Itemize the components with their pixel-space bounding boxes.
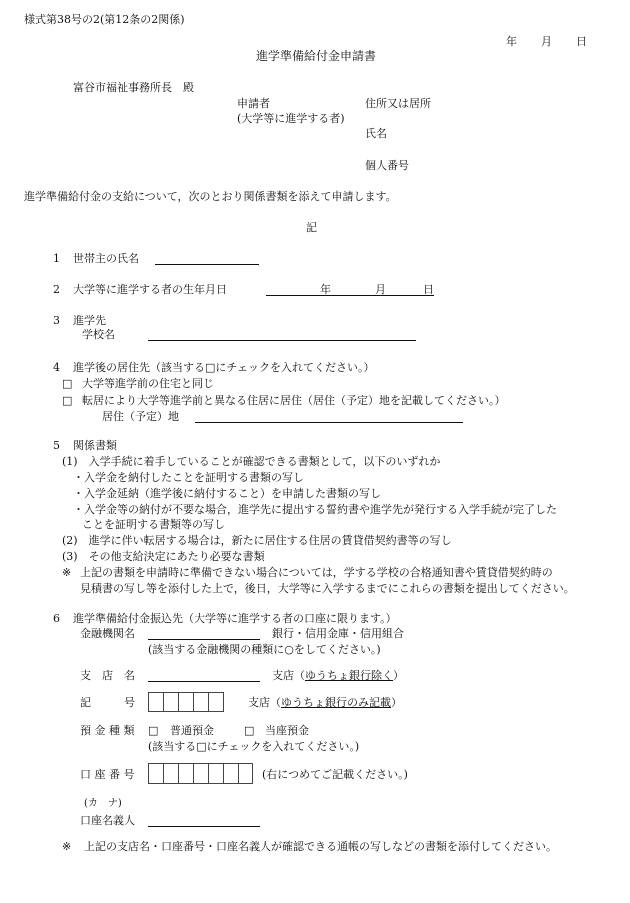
document-item-2: (2) 進学に伴い転居する場合は，新たに居住する住居の賃貸借契約書等の写し [62, 534, 452, 547]
applicant-sub-label: (大学等に進学する者) [237, 112, 345, 125]
section-1-number: 1 [53, 252, 60, 265]
branch-name-label: 支 店 名 [80, 669, 135, 682]
note-line-2: 見積書の写し等を添付した上で，後日，大学等に入学するまでにこれらの書類を提出してください。 [80, 582, 575, 595]
branch-name-field[interactable] [148, 681, 260, 682]
document-bullet-3-line2: ことを証明する書類等の写し [82, 518, 225, 531]
date-month-label: 月 [541, 35, 552, 48]
account-number-label: 口 座 番 号 [80, 768, 135, 781]
date-day-label: 日 [576, 35, 587, 48]
date-year-label: 年 [506, 35, 517, 48]
birthdate-year-label: 年 [320, 283, 331, 296]
bank-name-field[interactable] [148, 639, 260, 640]
section-5-number: 5 [53, 439, 60, 452]
ki-heading: 記 [306, 221, 317, 234]
note-mark: ※ [62, 566, 72, 579]
addressee: 富谷市福祉事務所長 殿 [73, 81, 194, 94]
deposit-type-note: (該当する□にチェックを入れてください。) [148, 740, 360, 753]
section-4-label: 進学後の居住先（該当する□にチェックを入れてください。） [73, 361, 375, 374]
intro-text: 進学準備給付金の支給について，次のとおり関係書類を添えて申請します。 [24, 190, 397, 203]
account-holder-label: 口座名義人 [80, 814, 135, 827]
account-holder-field[interactable] [148, 826, 260, 827]
applicant-id-label: 個人番号 [365, 159, 409, 172]
symbol-note: ゆうちょ銀行のみ記載 [281, 696, 391, 709]
section-5-label: 関係書類 [73, 439, 117, 452]
form-number: 様式第38号の2(第12条の2関係) [24, 13, 185, 26]
document-bullet-1: ・入学金を納付したことを証明する書類の写し [73, 471, 304, 484]
document-item-1: (1) 入学手続に着手していることが確認できる書類として，以下のいずれか [62, 455, 441, 468]
deposit-ordinary-checkbox[interactable]: □ [148, 724, 159, 737]
branch-note: ゆうちょ銀行除く [305, 669, 393, 682]
birthdate-day-label: 日 [423, 283, 434, 296]
section-6-label: 進学準備給付金振込先（大学等に進学する者の口座に限ります。） [73, 612, 397, 625]
section-3-label: 進学先 [73, 314, 106, 327]
residence-address-label: 居住（予定）地 [102, 410, 179, 423]
applicant-label: 申請者 [237, 97, 270, 110]
school-name-field[interactable] [148, 340, 416, 341]
account-number-input-boxes[interactable] [148, 763, 253, 784]
residence-address-field[interactable] [195, 422, 463, 423]
section-2-number: 2 [53, 283, 60, 296]
document-title: 進学準備給付金申請書 [256, 49, 377, 63]
document-bullet-2: ・入学金延納（進学後に納付すること）を申請した書類の写し [73, 487, 381, 500]
section-6-number: 6 [53, 612, 60, 625]
bank-type-options[interactable]: 銀行・信用金庫・信用組合 [272, 627, 404, 640]
school-name-label: 学校名 [82, 328, 115, 341]
symbol-suffix: 支店（ゆうちょ銀行のみ記載） [248, 696, 402, 709]
document-bullet-3-line1: ・入学金等の納付が不要な場合，進学先に提出する誓約書や進学先が発行する入学手続が完了した [73, 503, 557, 516]
birthdate-field[interactable] [266, 295, 434, 296]
residence-same-label: 大学等進学前の住宅と同じ [82, 377, 214, 390]
kana-label: (カ ナ) [84, 798, 122, 809]
deposit-ordinary-label: 普通預金 [170, 724, 214, 737]
deposit-current-checkbox[interactable]: □ [244, 724, 255, 737]
note-line-1: 上記の書類を申請時に準備できない場合については，学する学校の合格通知書や賃貸借契約時の [80, 566, 553, 579]
birthdate-month-label: 月 [375, 283, 386, 296]
applicant-address-label: 住所又は居所 [365, 97, 431, 110]
section-4-number: 4 [53, 361, 60, 374]
bank-type-note: (該当する金融機関の種類に○をしてください。) [148, 643, 381, 656]
account-number-note: (右につめてご記載ください。) [262, 768, 408, 781]
footer-note: 上記の支店名・口座番号・口座名義人が確認できる通帳の写しなどの書類を添付してください。 [84, 840, 557, 853]
section-2-label: 大学等に進学する者の生年月日 [73, 283, 227, 296]
residence-move-label: 転居により大学等進学前と異なる住居に居住（居住（予定）地を記載してください。） [82, 394, 506, 407]
deposit-type-label: 預 金 種 類 [80, 724, 135, 737]
symbol-input-boxes[interactable] [148, 692, 224, 712]
applicant-name-label: 氏名 [365, 127, 387, 140]
section-1-label: 世帯主の氏名 [73, 252, 139, 265]
residence-same-checkbox[interactable]: □ [62, 377, 73, 390]
document-item-3: (3) その他支給決定にあたり必要な書類 [62, 550, 265, 563]
footer-note-mark: ※ [62, 840, 72, 853]
branch-suffix: 支店（ゆうちょ銀行除く） [272, 669, 404, 682]
deposit-current-label: 当座預金 [265, 724, 309, 737]
symbol-label: 記 号 [80, 696, 135, 709]
residence-move-checkbox[interactable]: □ [62, 394, 73, 407]
section-3-number: 3 [53, 314, 60, 327]
household-head-name-field[interactable] [155, 264, 259, 265]
bank-name-label: 金融機関名 [80, 627, 135, 640]
